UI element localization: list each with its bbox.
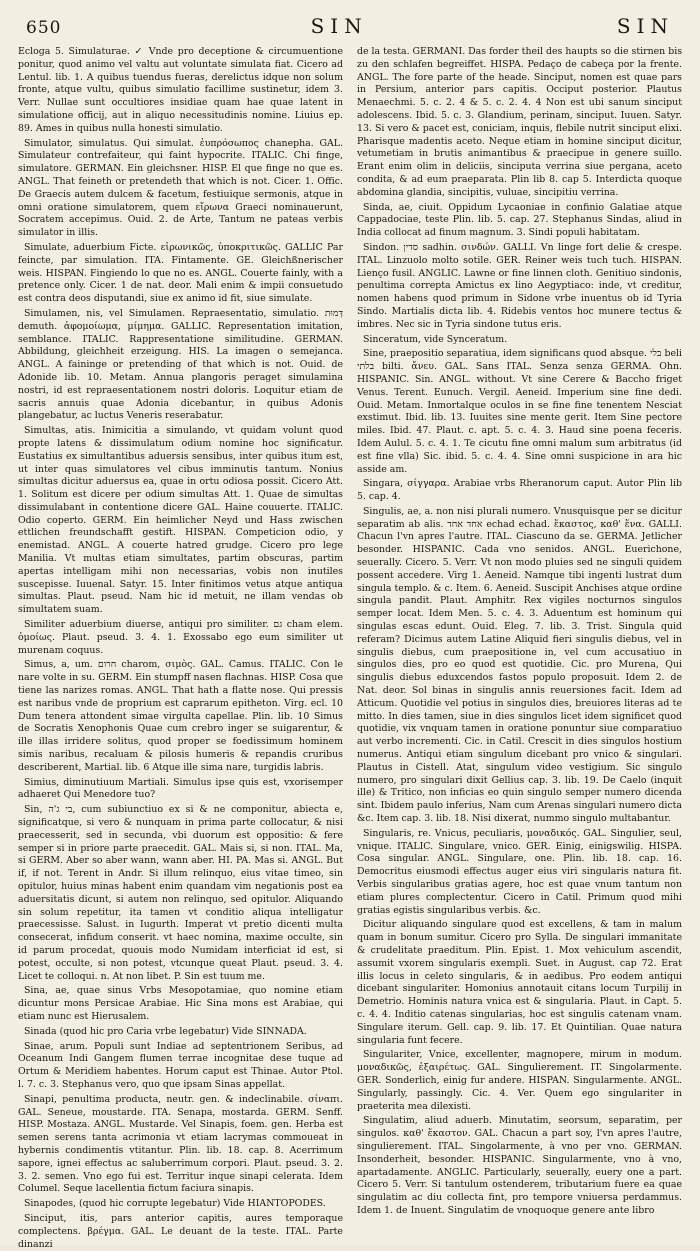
dictionary-entry: Simius, diminutiuum Martiali. Simulus ipse quis est, vxorisemper adhaeret Qui Menedore tuo? (18, 776, 343, 801)
dictionary-entry: Singulis, ae, a. non nisi plurali numero. Vnusquisque per se dicitur separatim ab alis. אחד אחד echad echad. ἕκαστος, καθ' ἕνα. GALLI. Chacun l'vn apres l'autre. ITAL. Ciascuno da se. GERMA. Jetlicher besonder. HISPANIC. Cada vno senidos. ANGL. Euerichone, seuerally. Cicero. 5. Verr. Vt non modo pluies sed ne singuli quidem possent accedere. Virg 1. Aeneid. Namque tibi ingenti lustrat dum singula templo. & c. Item. 6. Aeneid. Suscipit Anchises atque ordine singula pandit. Plaut. Amphitr. Rex vigiles nocturnos singulos semper locat. Idem Men. 5. c. 4. 3. Aduentum est hominum qui singulas escas edunt. Ouid. Eleg. 7. lib. 3. Trist. Singula quid referam? Dicimus autem Latine Aliquid fieri singulis diebus, vel in singulis diebus, cum praepositione in, vel cum accusatiuo in singulos dies, pro eo quod est quotidie. Cic. pro Murena, Qui singulis diebus eduxcendos fastos populo proposuit. Idem 2. de Nat. deor. Sol binas in singulis annis reuersiones facit. Idem ad Atticum. Quotidie vel potius in singulos dies, breuiores literas ad te mitto. In dies tamen, siue in dies singulos licet idem significet quod quotidie, vix vnquam tamen in oratione ponuntur siue comparatiuo aut verbo incrementi. Cic. in Catil. Crescit in dies singulos hostium numerus. Antiqui etiam singulum dicebant pro vnico & singulari. Plautus in Cistell. Atat, singulum video vestigium. Sic singulo numero, pro singulari dixit Gellius cap. 3. lib. 19. De Caelo (inquit ille) & Tritico, non inficias eo quin singulo semper numero dicenda sint. Ibidem paulo inferius, Nam cum Arenas singulari numero dicta &c. Item cap. 3. lib. 18. Nisi dixerat, nummo singulo multabantur. (357, 505, 682, 825)
dictionary-entry: Singulariter, Vnice, excellenter, magnopere, mirum in modum. μοναδικῶς, ἐξαιρέτως. GAL. Singulierement. IT. Singolarmente. GER. Sonderlich, einig fur andere. HISPAN. Singularmente. ANGL. Singularly, passingly. Cic. 4. Ver. Quem ego singulariter in praeterita mea dilexisti. (357, 1049, 682, 1112)
dictionary-entry: Sinapodes, (quod hic corrupte legebatur) Vide HIANTOPODES. (24, 1198, 326, 1210)
dictionary-entry: Singularis, re. Vnicus, peculiaris, μοναδικός. GAL. Singulier, seul, vnique. ITALIC. Singulare, vnico. GER. Einig, einigswilig. HISPA. Cosa singular. ANGL. Singulare, one. Plin. lib. 18. cap. 16. Democritus eiusmodi effectus auger eius viri singularis natura fit. Verbis singularibus gratias agere, hoc est quae vnum tantum non etiam plures complectentur. Cicero in Catil. Primum quod mihi gratias egistis singularibus verbis. &c. (357, 827, 682, 916)
page-number: 650 (26, 18, 62, 38)
left-column (18, 46, 343, 1250)
dictionary-entry: Simultas, atis. Inimicitia a simulando, vt quidam volunt quod propte latens & dissimulatum odium nomine hoc significatur. Eustatius ex simultantibus aduersis sensibus, inter quibus itum est, ut inter quas simulatores vel cibus imminutis tantum. Nonius simultas dicitur aduersus ea, quae in ortu odiosa possit. Cicero Att. 1. Solitum est dicere per odium simultas Att. 1. Quae de simultas dissimulabant in contentione dicere GAL. Haine couuerte. ITALIC. Odio coperto. GERM. Ein heimlicher Neyd und Hass zwischen ettlichen freundschafft gestift. HISPAN. Competicion odio, y enemistad. ANGL. A couerte hatred grudge. Cicero pro lege Manilia. Vt multas etiam simultates, partim obscuras, partim apertas intelligam mihi non necessarias, vobis non inutiles suscepisse. Iuuenal. Satyr. 15. Inter finitimos vetus atque antiqua simultas. Plaut. pseud. Nam hic id metuit, ne illam vendas ob simultatem suam. (18, 425, 343, 616)
dictionary-entry: Ecloga 5. Simulaturae. ✓ Vnde pro deceptione & circumuentione ponitur, quod animo vel valtu aut voluntate simulata fiat. Cicero ad Lentul. lib. 1. A quibus tuendus fueras, derelictus idque non solum fronte, atque vultu, quibus simulatio facillime sustinetur, idem 3. Verr. Nullae sunt occultiores insidiae quam hae quae latent in simulatione officij, aut in aliquo necessitudinis nomine. Liuius ep. 89. Ames in quibus nulla honesti simulatio. (18, 46, 343, 134)
dictionary-entry: Simulamen, nis, vel Simulamen. Repraesentatio, simulatio. דְּמוּת demuth. ἀφομοίωμα, μίμημα. GALLIC. Representation imitation, semblance. ITALIC. Rappresentatione similitudine. GERMAN. Abbildung, gleichheit erzeigung. HIS. La imagen o semejanca. ANGL. A faininge or pretending of that which is not. Ouid. de Adonide lib. 10. Metam. Annua plangoris peraget simulamina nostri, id est repraesentationem nostri doloris. Loquitur etiam de sacris annuis quae Adonia dicebantur, in quibus Adonis plangebatur, ac luctus Veneris reserabatur. (18, 307, 343, 422)
dictionary-entry: Sinada (quod hic pro Caria vrbe legebatur) Vide SINNADA. (24, 1025, 307, 1037)
dictionary-entry: Simus, a, um. חרום charom, σιμὸς. GAL. Camus. ITALIC. Con le nare volte in su. GERM. Ein stumpff nasen flachnas. HISP. Cosa que tiene las narizes romas. ANGL. That hath a flatte nose. Qui pressis est naribus vnde de proprium est caprarum epitheton. Virg. ecl. 10 Dum tenera attondent simae virgulta capellae. Plin. lib. 10 Simus de Socratis Xenophonis Quae cum crebro inger se suigarentur, & ille illas irridere solitus, quod proper se foedissimum hominem simis naribus, recaluam & pilosis humeris & repandis cruribus describerent, Martial. lib. 6 Atque ille sima nare, turgidis labris. (18, 659, 343, 773)
dictionary-entry: Sin, בי ג'ה, cum subiunctiuo ex si & ne componitur, abiecta e, significatque, si vero & nunquam in prima parte collocatur, & nisi praecesserit, sed in secunda, vbi duorum est oppositio: & fere semper si in priore parte praecedit. GAL. Mais si, si non. ITAL. Ma, si GERM. Aber so aber wann, wann aber. HI. PA. Mas si. ANGL. But if, if not. Terent in Andr. Si illum relinquo, eius vitae timeo, sin opitulor, huius minas habent enim quandam vim negationis post ea aduersitatis dicunt, si autem non relinquo, sed opitulor. Aliquando sin solum repetitur, ita tamen vt conditio aliqua intelligatur praecessisse. Salust. in Iugurth. Imperat vt pretio dicenti multa consecerat, infidum conserit. vt haec nomina, maxime occulte, sin id parum procedat, quouis modo Numidam interficiat id est, si potest, occulte, si non potest, vtcunque queat Plaut. pseud. 3. 4. Licet te colloqui. n. At non libet. P. Sin est tuum me. (18, 804, 343, 982)
running-head-left: SIN (310, 14, 368, 38)
dictionary-entry: Sinceratum, vide Synceratum. (363, 333, 508, 345)
dictionary-entry: de la testa. GERMANI. Das forder theil des haupts so die stirnen bis zu den schlafen begreiffet. HISPA. Pedaço de cabeça por la frente. ANGL. The fore parte of the heade. Sinciput, nomen est quae pars in Persium, anterior pars capitis. Occiput posterior. Plautus Menaechmi. 5. c. 2. 4 & 5. c. 2. 4. 4 Non est ubi sanum sinciput adolescens. Ibid. 5. c. 3. Glandium, perinam, sinciput. Iuuen. Satyr. 13. Si vero & pacet est, coniciam, inquis, flebile nutrit sinciput elixi. Pharisque madentis aceto. Neque etiam in homine sinciput dicitur, vetumetiam in brutis animantibus & praecipue in genere suillo. Erant enim olim in deliciis, sinciputa verrina siue pergana, aceto condita, & ad eum praeparata. Plin lib 8. cap 5. Interdicta quoque abdomina glandia, sincipitis, vuluae, sincipitiu verrina. (357, 46, 683, 198)
dictionary-entry: Sinapi, penultima producta, neutr. gen. & indeclinabile. σίναπι. GAL. Seneue, moustarde. ITA. Senapa, mostarda. GERM. Senff. HISP. Mostaza. ANGL. Mustarde. Vel Sinapis, foem. gen. Herba est semen serens tanta acrimonia vt etiam lacrymas commoueat in hybernis condimentis vtitantur. Plin. lib. 18. cap. 8. Acerrimum sapore, ignei effectus ac saluberrimum corpori. Plaut. pseud. 3. 2. 3. 2. semen. Vno ego fui est. Territur inque sinapi celerata. Idem Columel. Seque lacellentia fictum faciura sinapis. (18, 1093, 343, 1195)
dictionary-entry: Similiter aduerbium diuerse, antiqui pro similiter. גם cham elem. ὁμοίως. Plaut. pseud. 3. 4. 1. Exossabo ego eum similiter ut murenam coquus. (18, 619, 343, 656)
dictionary-entry: Sinae, arum. Populi sunt Indiae ad septentrionem Seribus, ad Oceanum Indi Gangem flumen terrae incognitae dese tuque ad Ortum & Meridiem habentes. Horum caput est Thinae. Autor Ptol. l. 7. c. 3. Stephanus vero, quo que ipsam Sinas appellat. (18, 1040, 343, 1090)
dictionary-entry: Sinciput, itis, pars anterior capitis, aures temporaque complectens. βρέγμα. GAL. Le deuant de la teste. ITAL. Parte dinanzi (18, 1212, 343, 1250)
dictionary-entry: Sine, praepositio separatiua, idem significans quod absque. בלי beli בלתי bilti. ἄνευ. GAL. Sans ITAL. Senza senza GERMA. Ohn. HISPANIC. Sin. ANGL. without. Vt sine Cerere & Baccho friget Venus. Terent. Eunuch. Vergil. Aeneid. Imperium sine fine dedi. Ouid. Metam. Inmortalque oculos in se fine fine tenentem Nesciat exstimut. Ibid. lib. 13. Iuuites sine mente gerit. Item Sine pectore miles. Ibid. 47. Plaut. c. apt. 5. c. 4. 3. Haud sine poena feceris. Idem Aulul. 5. c. 4. 1. Te cicutu fine omni malum sum arbitratus (id est fine vlla) Sic. ibid. 5. c. 4. 4. Sine omni suspicione in ara hic asside am. (357, 348, 682, 475)
running-head-right: SIN (616, 14, 674, 38)
dictionary-entry: Simulator, simulatus. Qui simulat. ἐυπρόσωπος chanepha. GAL. Simulateur contrefaiteur, qui faint hypocrite. ITALIC. Chi finge, simulatore. GERMAN. Ein gleichsner. HISP. El que finge no que es. ANGL. That feineth or pretendeth that which is not. Cicer. 1. Offic. De Graecis autem dulcem & facetum, festiuique sermonis, atque in omni oratione simulatorem, quem εἴρωνα Graeci nominauerunt, Socratem accepimus. Ouid. 2. de Arte, Tantum ne pateas verbis simulator in illis. (18, 137, 343, 239)
page-header (18, 14, 682, 44)
dictionary-entry: Sinda, ae, ciuit. Oppidum Lycaoniae in confinio Galatiae atque Cappadociae, teste Plin. lib. 5. cap. 27. Stephanus Sindas, aliud in India collocat ad finum magnum. 3. Sindi populi habitatam. (357, 201, 682, 239)
dictionary-entry: Sindon. סדין sadhin. σινδών. GALLI. Vn linge fort delie & crespe. ITAL. Linzuolo molto sotile. GER. Reiner weis tuch tuch. HISPAN. Lienço fusil. ANGLIC. Lawne or fine linnen cloth. Genitiuo sindonis, penultima correpta Amictus ex lino Aegyptiaco: inde, vt creditur, nomen habens quod primum in Sidone vrbe inuentus ob id Tyria Sindo. Martialis dicta lib. 4. Ridebis ventos hoc munere tectus & imbres. Nec sic in Tyria sindone tutus eris. (357, 241, 682, 330)
dictionary-entry: Dicitur aliquando singulare quod est excellens, & tam in malum quam in bonum sumitur. Cicero pro Sylla. De singulari immanitate & crudelitate praeditum. Plin. Epist. 1. Mox vehiculum ascendit, assumit vxorem singularis exempli. Suet. in August. cap 72. Erat illis locus in celeto singularis, & in aedibus. Pro eodem antiqui dicebant singulariter. Homonius annotauit citans locum Turpilij in Demetrio. Hominis natura vnica est & singularia. Plaut. in Capt. 5. c. 4. 4. Inditio catenas singularias, hoc est singulis catenam vnam. Singulare iterum. Gell. cap. 9. lib. 17. Et Quintilian. Quae natura singularia funt fecere. (357, 919, 682, 1046)
dictionary-entry: Singara, σίγγαρα. Arabiae vrbs Rheranorum caput. Autor Plin lib 5. cap. 4. (357, 478, 682, 503)
text-columns (18, 46, 683, 1250)
dictionary-entry: Simulate, aduerbium Ficte. εἰρωνικῶς, ὑποκριτικῶς. GALLIC Par feincte, par simulation. ITA. Fintamente. GE. Gleichßnerischer weis. HISPAN. Fingiendo lo que no es. ANGL. Couerte fainly, with a pretence only. Cicer. 1 de nat. deor. Mali enim & impii consuetudo est contra deos disputandi, siue ex animo id fit, siue simulate. (18, 241, 343, 305)
dictionary-entry: Sina, ae, quae sinus Vrbs Mesopotamiae, quo nomine etiam dicuntur mons Persicae Arabiae. Hic Sina mons est Arabiae, qui etiam nunc est Hierusalem. (18, 985, 343, 1022)
right-column (357, 46, 682, 1226)
dictionary-entry: Singulatim, aliud aduerb. Minutatim, seorsum, separatim, per singulos. καθ' ἕκαστον. GAL. Chacun a part soy, l'vn apres l'autre, singulierement. ITAL. Singolarmente, à vno per vno. GERMAN. Insonderheit, besonder. HISPANIC. Singularmente, vno à vno, apartadamente. ANGLIC. Particularly, seuerally, euery one a part. Cicero 5. Verr. Si tantulum ostenderem, tributarium fuere ea quae singulatim ac diu collecta fint, pro tempore vniuersa perdammus. Idem 1. de Inuent. Singulatim de vnoquoque genere ante libro (357, 1115, 682, 1216)
